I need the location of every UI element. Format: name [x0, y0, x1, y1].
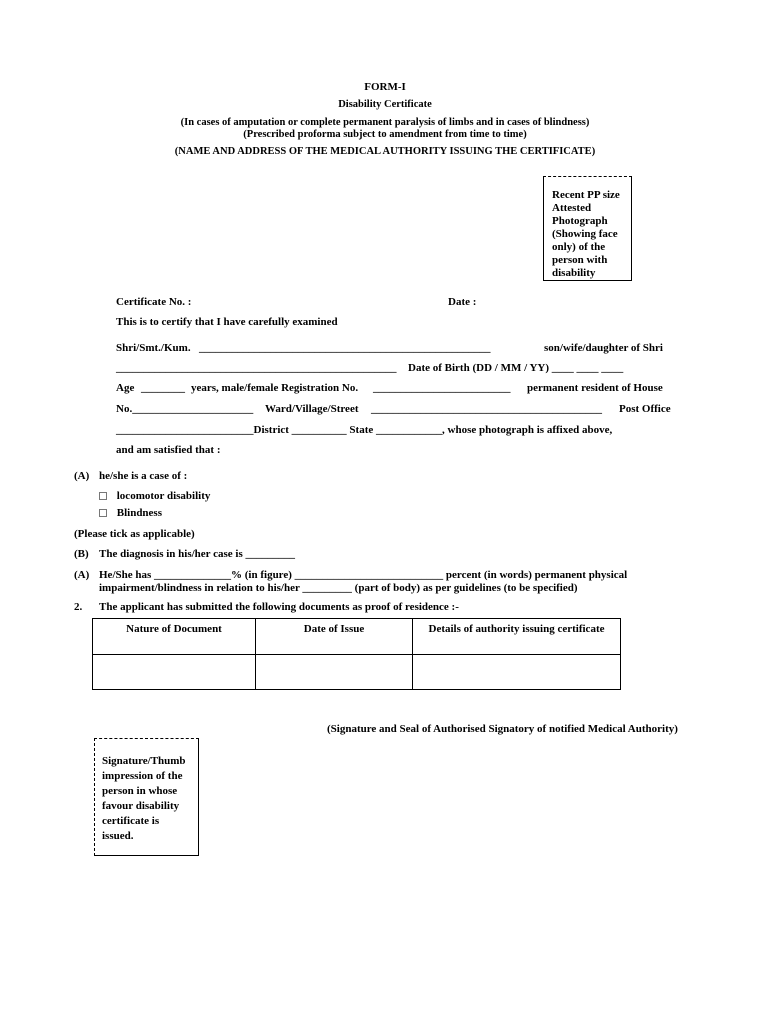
checkbox-locomotor[interactable]	[99, 492, 107, 500]
cell-authority-details[interactable]	[413, 655, 621, 690]
photo-line: person with	[552, 254, 608, 266]
thumb-line: certificate is	[102, 815, 160, 827]
age-label: Age	[116, 382, 135, 394]
section-b-text: The diagnosis in his/her case is _________	[99, 548, 295, 560]
option-locomotor	[99, 490, 210, 502]
post-office-label: Post Office	[619, 403, 671, 415]
section-2-label: 2.	[74, 601, 83, 613]
form-number: FORM-I	[364, 81, 406, 93]
section-2-text: The applicant has submitted the following documents as proof of residence :-	[99, 601, 459, 613]
age-blank: ________	[141, 382, 185, 394]
option-label: Blindness	[116, 507, 162, 519]
authority-signature-label: (Signature and Seal of Authorised Signatory of notified Medical Authority)	[327, 723, 678, 735]
table-header-row	[93, 619, 621, 655]
header-date-of-issue: Date of Issue	[256, 619, 413, 655]
impairment-line-2: impairment/blindness in relation to his/her _________ (part of body) as per guidelines (to be specified)	[99, 582, 578, 594]
registration-blank: _________________________	[373, 382, 511, 394]
thumb-impression-box	[94, 738, 199, 856]
photo-line: Photograph	[552, 215, 608, 227]
thumb-line: Signature/Thumb	[102, 755, 186, 767]
option-label: locomotor disability	[116, 490, 211, 502]
checkbox-blindness[interactable]	[99, 509, 107, 517]
photo-line: disability	[552, 267, 596, 279]
resident-label: permanent resident of House	[527, 382, 663, 394]
header-nature-of-document: Nature of Document	[93, 619, 256, 655]
documents-table	[92, 618, 621, 690]
house-no-field: No.______________________	[116, 403, 254, 415]
photo-line: Recent PP size	[552, 189, 620, 201]
medical-authority-heading: (NAME AND ADDRESS OF THE MEDICAL AUTHORITY ISSUING THE CERTIFICATE)	[174, 146, 596, 157]
section-a-label: (A)	[74, 470, 90, 482]
option-blindness	[99, 507, 162, 519]
relation-label: son/wife/daughter of Shri	[544, 342, 663, 354]
photograph-box	[543, 176, 632, 281]
table-row	[93, 655, 621, 690]
cell-nature-of-document[interactable]	[93, 655, 256, 690]
thumb-line: issued.	[102, 830, 134, 842]
father-name-blank: ___________________________________________________	[116, 362, 397, 374]
date-of-birth-label: Date of Birth (DD / MM / YY) ____ ____ ____	[408, 362, 624, 374]
date-label: Date :	[448, 296, 477, 308]
thumb-line: person in whose	[102, 785, 178, 797]
registration-label: years, male/female Registration No.	[191, 382, 359, 394]
district-state-line: _________________________District __________ State ____________, whose photograph is affixed above,	[116, 424, 613, 436]
certificate-no-label: Certificate No. :	[116, 296, 192, 308]
photo-line: only) of the	[552, 241, 606, 253]
satisfied-text: and am satisfied that :	[116, 444, 221, 456]
form-subtitle-2: (Prescribed proforma subject to amendment from time to time)	[243, 129, 527, 140]
header-authority-details: Details of authority issuing certificate	[413, 619, 621, 655]
form-title: Disability Certificate	[338, 99, 432, 110]
thumb-line: impression of the	[102, 770, 183, 782]
ward-blank: __________________________________________	[371, 403, 602, 415]
section-a2-label: (A)	[74, 569, 90, 581]
name-label: Shri/Smt./Kum.	[116, 342, 191, 354]
impairment-line-1: He/She has ______________% (in figure) ___________________________ percent (in words) permanent physical	[99, 569, 628, 581]
certify-intro: This is to certify that I have carefully examined	[116, 316, 338, 328]
thumb-impression-instructions	[102, 754, 198, 844]
photograph-instructions	[552, 189, 632, 280]
photo-line: Attested	[552, 202, 592, 214]
cell-date-of-issue[interactable]	[256, 655, 413, 690]
ward-label: Ward/Village/Street	[265, 403, 359, 415]
section-b-label: (B)	[74, 548, 89, 560]
name-blank: _____________________________________________________	[199, 342, 491, 354]
photo-line: (Showing face	[552, 228, 618, 240]
form-subtitle-1: (In cases of amputation or complete permanent paralysis of limbs and in cases of blindness)	[180, 117, 590, 128]
thumb-line: favour disability	[102, 800, 180, 812]
tick-note: (Please tick as applicable)	[74, 528, 195, 540]
section-a-text: he/she is a case of :	[99, 470, 188, 482]
